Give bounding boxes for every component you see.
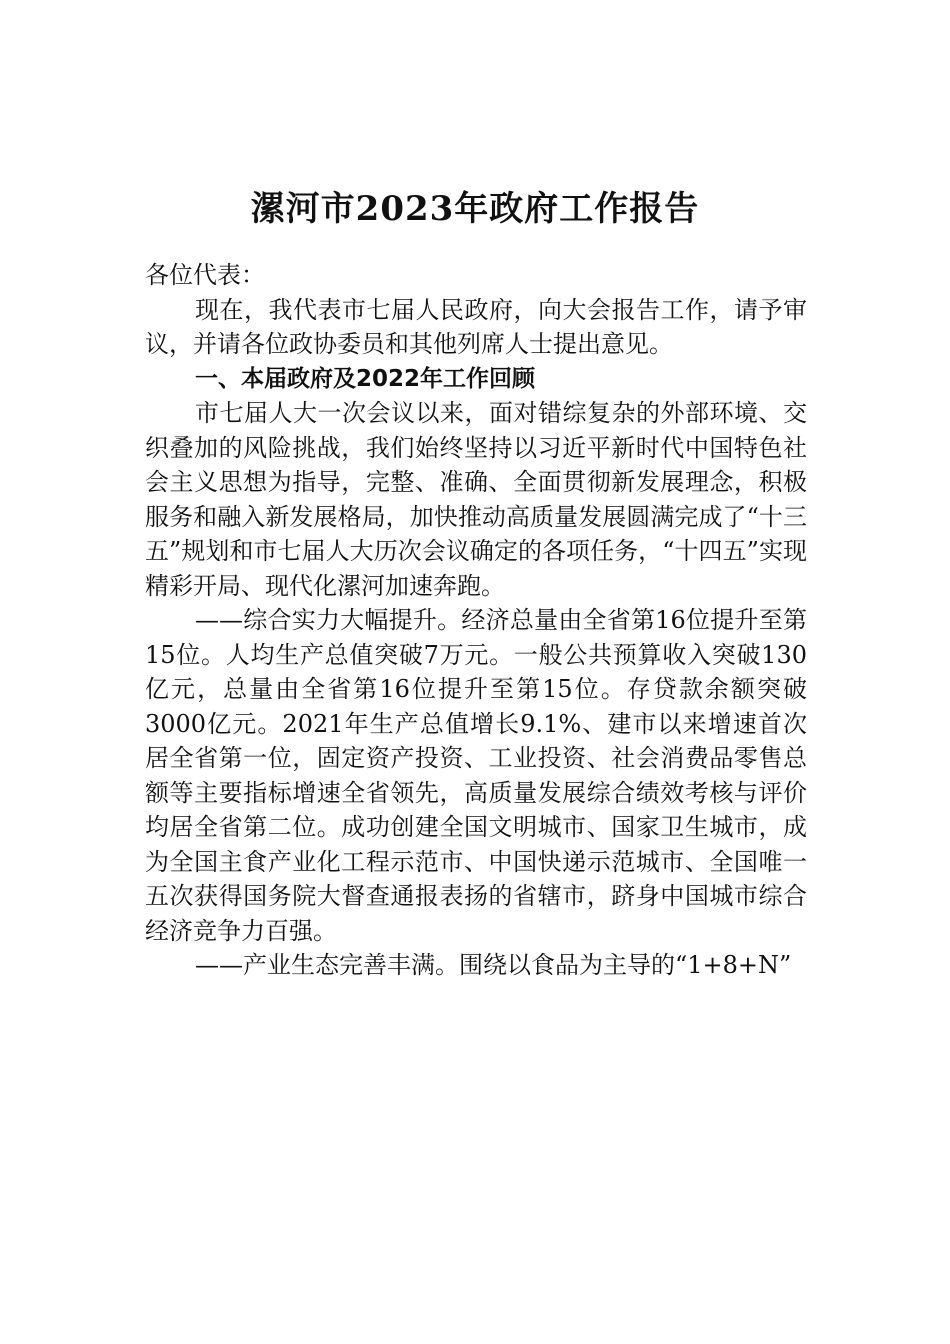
document-body bbox=[145, 258, 807, 983]
salutation: 各位代表： bbox=[145, 261, 265, 289]
intro-paragraph: 现在，我代表市七届人民政府，向大会报告工作，请予审议，并请各位政协委员和其他列席人士提出意见。 bbox=[145, 295, 807, 358]
body-paragraph: 市七届人大一次会议以来，面对错综复杂的外部环境、交织叠加的风险挑战，我们始终坚持以习近平新时代中国特色社会主义思想为指导，完整、准确、全面贯彻新发展理念，积极服务和融入新发展格局，加快推动高质量发展圆满完成了“十三五”规划和市七届人大历次会议确定的各项任务，“十四五”实现精彩开局、现代化漯河加速奔跑。 bbox=[145, 399, 807, 600]
section-heading: 一、本届政府及2022年工作回顾 bbox=[195, 365, 536, 392]
document-title: 漯河市2023年政府工作报告 bbox=[250, 188, 700, 229]
body-paragraph: ——产业生态完善丰满。围绕以食品为主导的“1+8+N” bbox=[195, 951, 792, 979]
body-paragraph: ——综合实力大幅提升。经济总量由全省第16位提升至第15位。人均生产总值突破7万元。一般公共预算收入突破130亿元，总量由全省第16位提升至第15位。存贷款余额突破3000亿元。2021年生产总值增长9.1%、建市以来增速首次居全省第一位，固定资产投资、工业投资、社会消费品零售总额等主要指标增速全省领先，高质量发展综合绩效考核与评价均居全省第二位。成功创建全国文明城市、国家卫生城市，成为全国主食产业化工程示范市、中国快递示范城市、全国唯一五次获得国务院大督查通报表扬的省辖市，跻身中国城市综合经济竞争力百强。 bbox=[145, 606, 807, 945]
